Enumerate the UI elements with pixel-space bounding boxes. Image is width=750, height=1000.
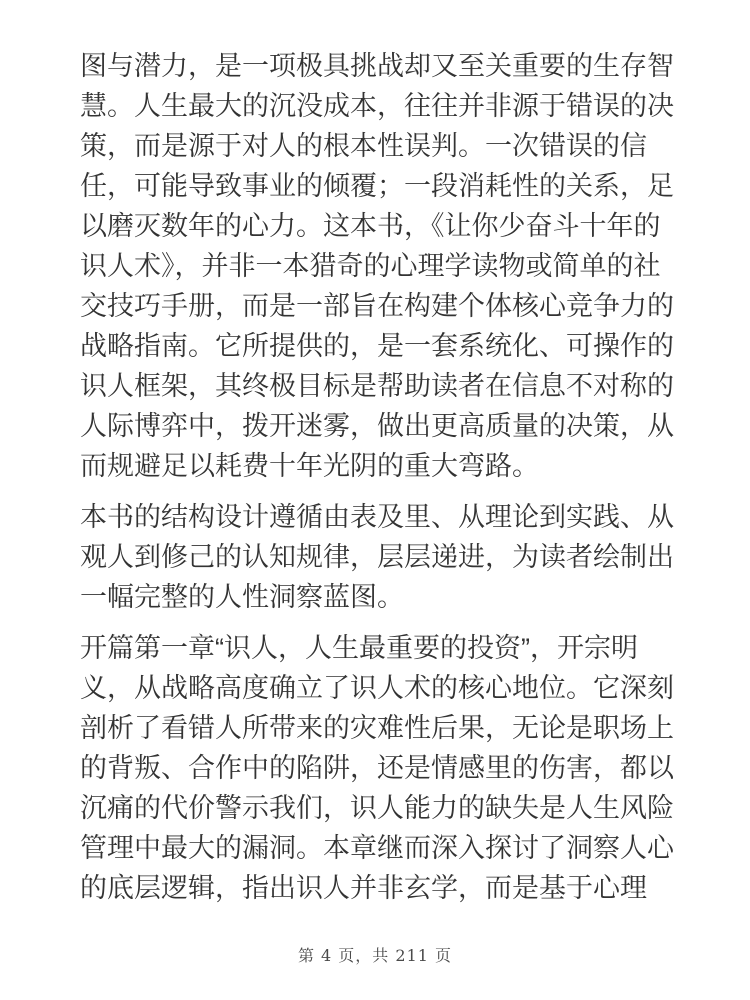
text-line: 任，可能导致事业的倾覆；一段消耗性的关系，足 [80, 171, 674, 201]
page-number-footer: 第 4 页，共 211 页 [297, 946, 453, 965]
text-line: 一幅完整的人性洞察蓝图。 [80, 582, 404, 612]
text-line: 图与潜力，是一项极具挑战却又至关重要的生存智 [80, 51, 674, 81]
text-line: 观人到修己的认知规律，层层递进，为读者绘制出 [80, 542, 674, 572]
text-line: 管理中最大的漏洞。本章继而深入探讨了洞察人心 [80, 833, 674, 863]
text-line: 的底层逻辑，指出识人并非玄学，而是基于心理 [80, 873, 647, 903]
document-body [80, 46, 680, 908]
text-line: 开篇第一章“识人，人生最重要的投资”，开宗明 [80, 633, 638, 663]
text-line: 剖析了看错人所带来的灾难性后果，无论是职场上 [80, 713, 674, 743]
text-line: 战略指南。它所提供的，是一套系统化、可操作的 [80, 331, 674, 361]
paragraph-3 [80, 628, 680, 908]
text-line: 沉痛的代价警示我们，识人能力的缺失是人生风险 [80, 793, 674, 823]
paragraph-1 [80, 46, 680, 486]
paragraph-2 [80, 497, 680, 617]
text-line: 的背叛、合作中的陷阱，还是情感里的伤害，都以 [80, 753, 674, 783]
text-line: 识人术》，并非一本猎奇的心理学读物或简单的社 [80, 251, 661, 281]
text-line: 本书的结构设计遵循由表及里、从理论到实践、从 [80, 502, 674, 532]
text-line: 慧。人生最大的沉没成本，往往并非源于错误的决 [80, 91, 674, 121]
text-line: 以磨灭数年的心力。这本书，《让你少奋斗十年的 [80, 211, 661, 241]
text-line: 策，而是源于对人的根本性误判。一次错误的信 [80, 131, 647, 161]
text-line: 交技巧手册，而是一部旨在构建个体核心竞争力的 [80, 291, 674, 321]
text-line: 而规避足以耗费十年光阴的重大弯路。 [80, 451, 539, 481]
text-line: 人际博弈中，拨开迷雾，做出更高质量的决策，从 [80, 411, 674, 441]
text-line: 义，从战略高度确立了识人术的核心地位。它深刻 [80, 673, 674, 703]
text-line: 识人框架，其终极目标是帮助读者在信息不对称的 [80, 371, 674, 401]
